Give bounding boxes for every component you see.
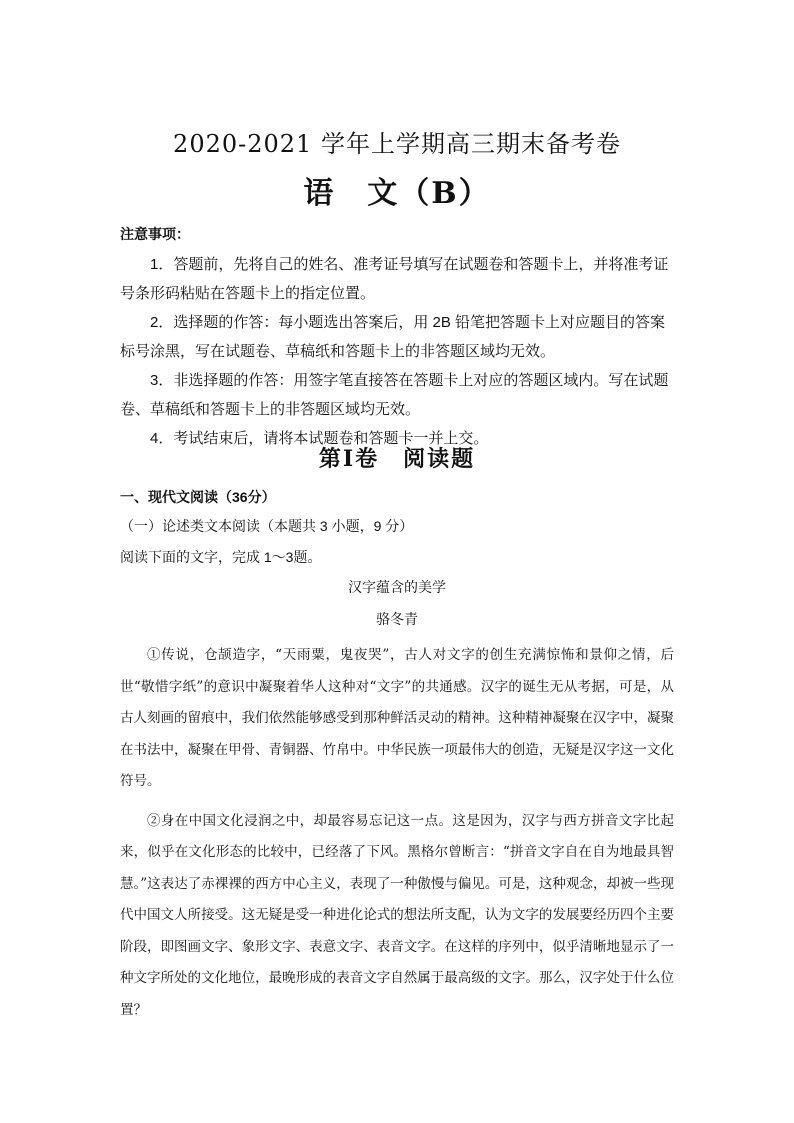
reading-instruction: 阅读下面的文字，完成 1～3题。 (120, 549, 322, 565)
notice-heading: 注意事项： (120, 226, 190, 242)
exam-title: 2020-2021 学年上学期高三期末备考卷 (173, 130, 621, 158)
notice-list (120, 250, 674, 453)
subpart-heading: （一）论述类文本阅读（本题共 3 小题，9 分） (120, 518, 414, 534)
article-title: 汉字蕴含的美学 (348, 579, 446, 595)
article-paragraph: ①传说，仓颉造字，“天雨粟，鬼夜哭”，古人对文字的创生充满惊怖和景仰之情，后世“敬惜字纸”的意识中凝聚着华人这种对“文字”的共通感。汉字的诞生无从考据，可是，从古人刻画的留痕中，我们依然能够感受到那种鲜活灵动的精神。这种精神凝聚在汉字中，凝聚在书法中，凝聚在甲骨、青铜器、竹帛中。中华民族一项最伟大的创造，无疑是汉字这一文化符号。 (120, 647, 674, 789)
article-author: 骆冬青 (376, 611, 418, 627)
article-body (120, 640, 674, 1034)
notice-item: 4．考试结束后，请将本试题卷和答题卡一并上交。 (150, 430, 489, 447)
subject-title: 语 文（B） (303, 176, 491, 211)
section-title: 第Ⅰ卷 阅读题 (318, 446, 476, 472)
notice-item: 3．非选择题的作答：用签字笔直接答在答题卡上对应的答题区域内。写在试题卷、草稿纸和答题卡上的非答题区域均无效。 (120, 372, 669, 418)
part-heading: 一、现代文阅读（36分） (120, 489, 276, 505)
notice-item: 1．答题前，先将自己的姓名、准考证号填写在试题卷和答题卡上，并将准考证号条形码粘贴在答题卡上的指定位置。 (120, 256, 669, 302)
notice-item: 2．选择题的作答：每小题选出答案后，用 2B 铅笔把答题卡上对应题目的答案标号涂黑，写在试题卷、草稿纸和答题卡上的非答题区域均无效。 (120, 314, 666, 360)
article-paragraph: ②身在中国文化浸润之中，却最容易忘记这一点。这是因为，汉字与西方拼音文字比起来，似乎在文化形态的比较中，已经落了下风。黑格尔曾断言：“拼音文字自在自为地最具智慧。”这表达了赤裸裸的西方中心主义，表现了一种傲慢与偏见。可是，这种观念，却被一些现代中国文人所接受。这无疑是受一种进化论式的想法所支配，认为文字的发展要经历四个主要阶段，即图画文字、象形文字、表意文字、表音文字。在这样的序列中，似乎清晰地显示了一种文字所处的文化地位，最晚形成的表音文字自然属于最高级的文字。那么，汉字处于什么位置？ (120, 812, 674, 1018)
